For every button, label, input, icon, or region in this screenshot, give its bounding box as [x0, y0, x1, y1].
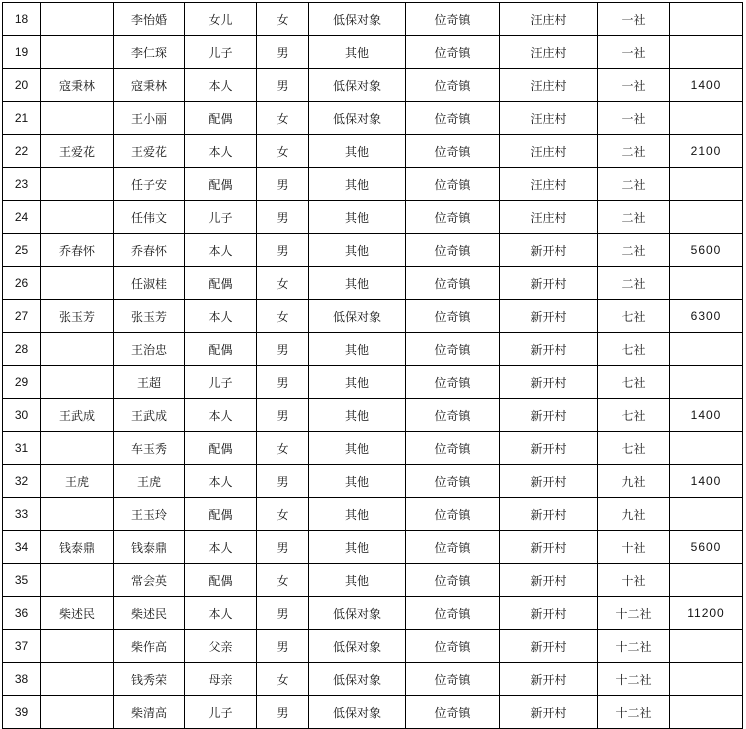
row-number-cell: 32 — [3, 465, 41, 498]
table-row — [3, 102, 743, 135]
table-row — [3, 3, 743, 36]
amount-cell: 6300 — [670, 300, 743, 333]
table-row — [3, 36, 743, 69]
group-cell: 十二社 — [598, 696, 670, 729]
household-head-cell — [41, 366, 114, 399]
row-number-cell: 25 — [3, 234, 41, 267]
group-cell: 七社 — [598, 333, 670, 366]
member-name-cell: 王超 — [114, 366, 185, 399]
gender-cell: 男 — [257, 333, 309, 366]
row-number-cell: 19 — [3, 36, 41, 69]
gender-cell: 男 — [257, 366, 309, 399]
amount-cell — [670, 630, 743, 663]
village-cell: 汪庄村 — [500, 69, 598, 102]
gender-cell: 男 — [257, 597, 309, 630]
row-number-cell: 18 — [3, 3, 41, 36]
household-head-cell — [41, 564, 114, 597]
household-head-cell — [41, 696, 114, 729]
group-cell: 七社 — [598, 300, 670, 333]
table-row — [3, 564, 743, 597]
household-head-cell — [41, 630, 114, 663]
amount-cell — [670, 696, 743, 729]
member-name-cell: 王小丽 — [114, 102, 185, 135]
member-name-cell: 张玉芳 — [114, 300, 185, 333]
amount-cell — [670, 267, 743, 300]
village-cell: 汪庄村 — [500, 102, 598, 135]
row-number-cell: 38 — [3, 663, 41, 696]
row-number-cell: 39 — [3, 696, 41, 729]
amount-cell — [670, 432, 743, 465]
gender-cell: 男 — [257, 531, 309, 564]
village-cell: 新开村 — [500, 564, 598, 597]
village-cell: 新开村 — [500, 597, 598, 630]
village-cell: 新开村 — [500, 531, 598, 564]
row-number-cell: 37 — [3, 630, 41, 663]
village-cell: 汪庄村 — [500, 3, 598, 36]
table-row — [3, 399, 743, 432]
relation-cell: 配偶 — [185, 564, 257, 597]
town-cell: 位奇镇 — [406, 630, 500, 663]
gender-cell: 女 — [257, 564, 309, 597]
village-cell: 汪庄村 — [500, 168, 598, 201]
row-number-cell: 31 — [3, 432, 41, 465]
table-row — [3, 300, 743, 333]
household-head-cell: 柴述民 — [41, 597, 114, 630]
table-row — [3, 498, 743, 531]
town-cell: 位奇镇 — [406, 3, 500, 36]
town-cell: 位奇镇 — [406, 234, 500, 267]
group-cell: 九社 — [598, 498, 670, 531]
town-cell: 位奇镇 — [406, 696, 500, 729]
row-number-cell: 23 — [3, 168, 41, 201]
group-cell: 十二社 — [598, 597, 670, 630]
member-name-cell: 任伟文 — [114, 201, 185, 234]
relation-cell: 儿子 — [185, 366, 257, 399]
member-name-cell: 王玉玲 — [114, 498, 185, 531]
table-row — [3, 432, 743, 465]
village-cell: 新开村 — [500, 399, 598, 432]
member-name-cell: 王治忠 — [114, 333, 185, 366]
category-cell: 低保对象 — [309, 597, 406, 630]
member-name-cell: 寇秉林 — [114, 69, 185, 102]
village-cell: 新开村 — [500, 663, 598, 696]
category-cell: 其他 — [309, 234, 406, 267]
relation-cell: 本人 — [185, 69, 257, 102]
amount-cell — [670, 564, 743, 597]
household-head-cell — [41, 432, 114, 465]
amount-cell — [670, 498, 743, 531]
gender-cell: 女 — [257, 663, 309, 696]
group-cell: 七社 — [598, 432, 670, 465]
row-number-cell: 34 — [3, 531, 41, 564]
member-name-cell: 钱秀荣 — [114, 663, 185, 696]
relation-cell: 儿子 — [185, 696, 257, 729]
member-name-cell: 钱泰鼎 — [114, 531, 185, 564]
member-name-cell: 王虎 — [114, 465, 185, 498]
town-cell: 位奇镇 — [406, 564, 500, 597]
row-number-cell: 20 — [3, 69, 41, 102]
table-row — [3, 267, 743, 300]
category-cell: 其他 — [309, 135, 406, 168]
village-cell: 汪庄村 — [500, 36, 598, 69]
household-head-cell — [41, 201, 114, 234]
table-row — [3, 201, 743, 234]
gender-cell: 男 — [257, 399, 309, 432]
town-cell: 位奇镇 — [406, 399, 500, 432]
group-cell: 十二社 — [598, 630, 670, 663]
group-cell: 十二社 — [598, 663, 670, 696]
gender-cell: 女 — [257, 267, 309, 300]
member-name-cell: 任子安 — [114, 168, 185, 201]
relation-cell: 配偶 — [185, 333, 257, 366]
amount-cell — [670, 201, 743, 234]
category-cell: 低保对象 — [309, 69, 406, 102]
group-cell: 二社 — [598, 168, 670, 201]
town-cell: 位奇镇 — [406, 366, 500, 399]
household-head-cell: 张玉芳 — [41, 300, 114, 333]
town-cell: 位奇镇 — [406, 663, 500, 696]
town-cell: 位奇镇 — [406, 300, 500, 333]
household-head-cell: 王虎 — [41, 465, 114, 498]
town-cell: 位奇镇 — [406, 135, 500, 168]
row-number-cell: 28 — [3, 333, 41, 366]
gender-cell: 男 — [257, 36, 309, 69]
category-cell: 低保对象 — [309, 3, 406, 36]
household-head-cell — [41, 498, 114, 531]
gender-cell: 男 — [257, 69, 309, 102]
relation-cell: 配偶 — [185, 432, 257, 465]
table-row — [3, 630, 743, 663]
table-row — [3, 465, 743, 498]
village-cell: 新开村 — [500, 465, 598, 498]
relation-cell: 本人 — [185, 531, 257, 564]
category-cell: 低保对象 — [309, 102, 406, 135]
group-cell: 一社 — [598, 3, 670, 36]
category-cell: 其他 — [309, 201, 406, 234]
category-cell: 低保对象 — [309, 696, 406, 729]
amount-cell — [670, 366, 743, 399]
amount-cell: 11200 — [670, 597, 743, 630]
village-cell: 汪庄村 — [500, 201, 598, 234]
category-cell: 其他 — [309, 399, 406, 432]
category-cell: 低保对象 — [309, 630, 406, 663]
gender-cell: 女 — [257, 300, 309, 333]
household-head-cell — [41, 267, 114, 300]
household-head-cell — [41, 168, 114, 201]
gender-cell: 男 — [257, 168, 309, 201]
member-name-cell: 柴述民 — [114, 597, 185, 630]
member-name-cell: 王爱花 — [114, 135, 185, 168]
amount-cell: 2100 — [670, 135, 743, 168]
town-cell: 位奇镇 — [406, 498, 500, 531]
gender-cell: 男 — [257, 630, 309, 663]
group-cell: 七社 — [598, 399, 670, 432]
village-cell: 新开村 — [500, 696, 598, 729]
household-head-cell — [41, 36, 114, 69]
household-head-cell — [41, 3, 114, 36]
row-number-cell: 27 — [3, 300, 41, 333]
gender-cell: 女 — [257, 102, 309, 135]
category-cell: 低保对象 — [309, 663, 406, 696]
relation-cell: 儿子 — [185, 36, 257, 69]
table-body — [3, 3, 743, 729]
table-row — [3, 597, 743, 630]
town-cell: 位奇镇 — [406, 36, 500, 69]
table-row — [3, 531, 743, 564]
relation-cell: 母亲 — [185, 663, 257, 696]
group-cell: 九社 — [598, 465, 670, 498]
amount-cell: 5600 — [670, 234, 743, 267]
row-number-cell: 36 — [3, 597, 41, 630]
member-name-cell: 任淑桂 — [114, 267, 185, 300]
gender-cell: 女 — [257, 135, 309, 168]
household-head-cell: 乔春怀 — [41, 234, 114, 267]
row-number-cell: 21 — [3, 102, 41, 135]
relation-cell: 本人 — [185, 465, 257, 498]
village-cell: 新开村 — [500, 333, 598, 366]
household-head-cell — [41, 102, 114, 135]
relation-cell: 配偶 — [185, 498, 257, 531]
category-cell: 其他 — [309, 465, 406, 498]
household-head-cell — [41, 663, 114, 696]
category-cell: 其他 — [309, 36, 406, 69]
row-number-cell: 30 — [3, 399, 41, 432]
town-cell: 位奇镇 — [406, 201, 500, 234]
row-number-cell: 33 — [3, 498, 41, 531]
table-row — [3, 663, 743, 696]
table-row — [3, 366, 743, 399]
group-cell: 二社 — [598, 201, 670, 234]
amount-cell: 1400 — [670, 465, 743, 498]
relation-cell: 本人 — [185, 300, 257, 333]
town-cell: 位奇镇 — [406, 69, 500, 102]
category-cell: 其他 — [309, 564, 406, 597]
member-name-cell: 李怡婚 — [114, 3, 185, 36]
relation-cell: 配偶 — [185, 168, 257, 201]
relation-cell: 本人 — [185, 597, 257, 630]
gender-cell: 男 — [257, 696, 309, 729]
group-cell: 二社 — [598, 135, 670, 168]
member-name-cell: 车玉秀 — [114, 432, 185, 465]
category-cell: 其他 — [309, 531, 406, 564]
group-cell: 一社 — [598, 102, 670, 135]
relation-cell: 父亲 — [185, 630, 257, 663]
household-head-cell: 王武成 — [41, 399, 114, 432]
town-cell: 位奇镇 — [406, 168, 500, 201]
group-cell: 一社 — [598, 69, 670, 102]
group-cell: 一社 — [598, 36, 670, 69]
amount-cell — [670, 333, 743, 366]
relation-cell: 本人 — [185, 135, 257, 168]
member-name-cell: 柴清高 — [114, 696, 185, 729]
amount-cell — [670, 168, 743, 201]
category-cell: 其他 — [309, 168, 406, 201]
table-row — [3, 234, 743, 267]
row-number-cell: 24 — [3, 201, 41, 234]
relation-cell: 女儿 — [185, 3, 257, 36]
category-cell: 其他 — [309, 432, 406, 465]
group-cell: 二社 — [598, 234, 670, 267]
member-name-cell: 王武成 — [114, 399, 185, 432]
village-cell: 汪庄村 — [500, 135, 598, 168]
town-cell: 位奇镇 — [406, 432, 500, 465]
village-cell: 新开村 — [500, 267, 598, 300]
member-name-cell: 柴作高 — [114, 630, 185, 663]
group-cell: 二社 — [598, 267, 670, 300]
amount-cell — [670, 663, 743, 696]
gender-cell: 女 — [257, 432, 309, 465]
village-cell: 新开村 — [500, 234, 598, 267]
amount-cell — [670, 3, 743, 36]
town-cell: 位奇镇 — [406, 465, 500, 498]
amount-cell: 1400 — [670, 69, 743, 102]
member-name-cell: 李仁琛 — [114, 36, 185, 69]
amount-cell: 1400 — [670, 399, 743, 432]
group-cell: 十社 — [598, 531, 670, 564]
household-head-cell: 寇秉林 — [41, 69, 114, 102]
table-row — [3, 696, 743, 729]
amount-cell — [670, 36, 743, 69]
table-row — [3, 168, 743, 201]
category-cell: 其他 — [309, 267, 406, 300]
relation-cell: 配偶 — [185, 267, 257, 300]
amount-cell: 5600 — [670, 531, 743, 564]
group-cell: 十社 — [598, 564, 670, 597]
member-name-cell: 乔春怀 — [114, 234, 185, 267]
table-row — [3, 69, 743, 102]
relation-cell: 儿子 — [185, 201, 257, 234]
household-table — [2, 2, 743, 729]
group-cell: 七社 — [598, 366, 670, 399]
row-number-cell: 29 — [3, 366, 41, 399]
household-head-cell — [41, 333, 114, 366]
town-cell: 位奇镇 — [406, 333, 500, 366]
row-number-cell: 35 — [3, 564, 41, 597]
gender-cell: 女 — [257, 3, 309, 36]
village-cell: 新开村 — [500, 366, 598, 399]
town-cell: 位奇镇 — [406, 597, 500, 630]
gender-cell: 男 — [257, 465, 309, 498]
village-cell: 新开村 — [500, 630, 598, 663]
relation-cell: 配偶 — [185, 102, 257, 135]
member-name-cell: 常会英 — [114, 564, 185, 597]
table-row — [3, 333, 743, 366]
category-cell: 低保对象 — [309, 300, 406, 333]
village-cell: 新开村 — [500, 432, 598, 465]
relation-cell: 本人 — [185, 234, 257, 267]
village-cell: 新开村 — [500, 498, 598, 531]
category-cell: 其他 — [309, 366, 406, 399]
row-number-cell: 26 — [3, 267, 41, 300]
village-cell: 新开村 — [500, 300, 598, 333]
gender-cell: 女 — [257, 498, 309, 531]
town-cell: 位奇镇 — [406, 267, 500, 300]
category-cell: 其他 — [309, 498, 406, 531]
amount-cell — [670, 102, 743, 135]
town-cell: 位奇镇 — [406, 102, 500, 135]
category-cell: 其他 — [309, 333, 406, 366]
household-head-cell: 钱泰鼎 — [41, 531, 114, 564]
table-row — [3, 135, 743, 168]
gender-cell: 男 — [257, 234, 309, 267]
relation-cell: 本人 — [185, 399, 257, 432]
gender-cell: 男 — [257, 201, 309, 234]
row-number-cell: 22 — [3, 135, 41, 168]
household-head-cell: 王爱花 — [41, 135, 114, 168]
town-cell: 位奇镇 — [406, 531, 500, 564]
